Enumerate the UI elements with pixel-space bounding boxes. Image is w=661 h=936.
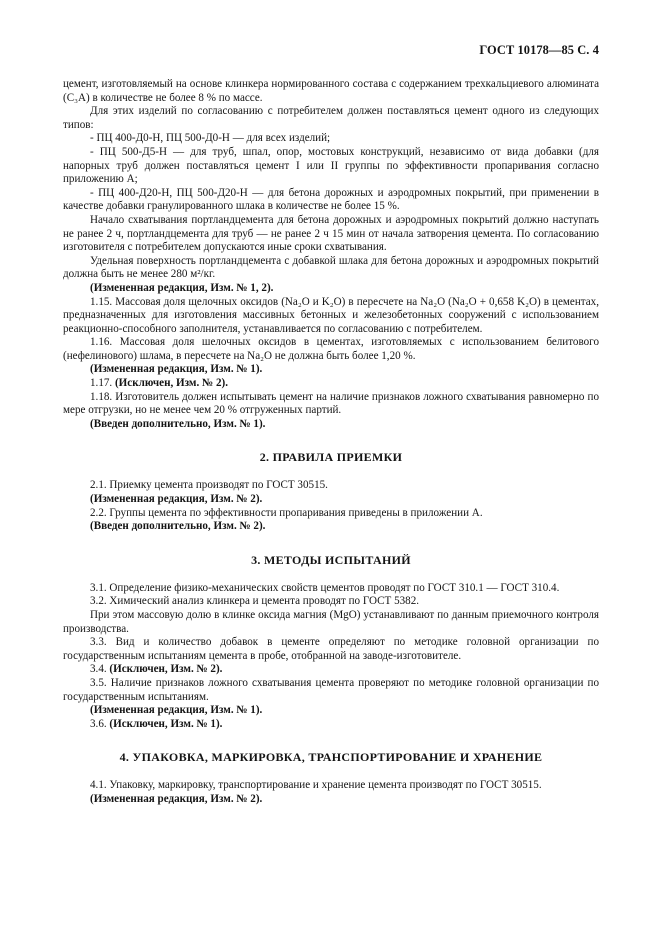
clause-1-18: 1.18. Изготовитель должен испытывать цемент на наличие признаков ложного схватывания равномерно по мере отгрузки, но не менее чем 20 % отгруженных партий. (63, 390, 599, 417)
clause-2-1: 2.1. Приемку цемента производят по ГОСТ 30515. (90, 479, 328, 492)
section-heading-3: 3. МЕТОДЫ ИСПЫТАНИЙ (251, 552, 411, 567)
amendment-note: (Введен дополнительно, Изм. № 2). (90, 520, 266, 533)
amendment-note: (Измененная редакция, Изм. № 2). (90, 493, 263, 506)
list-item: - ПЦ 500-Д5-Н — для труб, шпал, опор, мостовых конструкций, независимо от вида добавки (для напорных труб должен поставляться цемент I или II группы по эффективности пропаривания согласно приложению А; (63, 145, 599, 186)
clause-number: 1.17. (90, 377, 115, 390)
paragraph: При этом массовую долю в клинке оксида магния (MgO) устанавливают по данным приемочного контроля производства. (63, 609, 599, 635)
clause-1-16: 1.16. Массовая доля шелочных оксидов в цементах, изготовляемых с использованием белитового (нефелинового) шлама, в пересчете на Na₂O не должна быть более 1,20 %. (63, 336, 599, 362)
amendment-note: (Измененная редакция, Изм. № 1). (90, 704, 263, 717)
amendment-note: (Исключен, Изм. № 2). (109, 663, 223, 676)
clause-3-5: 3.5. Наличие признаков ложного схватывания цемента проверяют по методике головной организации по государственным испытаниям. (63, 676, 599, 703)
clause-3-4 (63, 663, 599, 677)
list-item: - ПЦ 400-Д0-Н, ПЦ 500-Д0-Н — для всех изделий; (90, 132, 331, 145)
amendment-note: (Измененная редакция, Изм. № 1, 2). (90, 281, 274, 294)
amendment-note: (Введен дополнительно, Изм. № 1). (90, 417, 266, 430)
clause-3-6 (63, 718, 599, 732)
clause-number: 3.4. (90, 663, 110, 676)
clause-2-2: 2.2. Группы цемента по эффективности пропаривания приведены в приложении А. (90, 506, 483, 519)
clause-3-2: 3.2. Химический анализ клинкера и цемента проводят по ГОСТ 5382. (90, 595, 420, 608)
paragraph: Удельная поверхность портландцемента с добавкой шлака для бетона дорожных и аэродромных покрытий должна быть не менее 280 м²/кг. (63, 254, 599, 281)
clause-3-1: 3.1. Определение физико-механических свойств цементов проводят по ГОСТ 310.1 — ГОСТ 310.4. (90, 581, 560, 594)
amendment-note: (Исключен, Изм. № 1). (109, 717, 223, 730)
amendment-note: (Измененная редакция, Изм. № 2). (90, 792, 263, 805)
clause-number: 3.6. (90, 717, 110, 730)
amendment-note: (Измененная редакция, Изм. № 1). (90, 363, 263, 376)
list-item: - ПЦ 400-Д20-Н, ПЦ 500-Д20-Н — для бетона дорожных и аэродромных покрытий, при применении в качестве добавки гранулированного шлака в количестве не более 15 %. (63, 186, 599, 213)
clause-4-1: 4.1. Упаковку, маркировку, транспортирование и хранение цемента производят по ГОСТ 30515. (90, 779, 542, 792)
paragraph: Для этих изделий по согласованию с потребителем должен поставляться цемент одного из следующих типов: (63, 105, 599, 131)
section-heading-2: 2. ПРАВИЛА ПРИЕМКИ (259, 450, 403, 465)
clause-1-17 (63, 377, 599, 391)
document-body (63, 78, 599, 807)
paragraph: Начало схватывания портландцемента для бетона дорожных и аэродромных покрытий должно наступать не ранее 2 ч, портландцемента для труб — не ранее 2 ч 15 мин от начала затворения цемента. По согласованию изготовителя с потребителем допускаются иные сроки схватывания. (63, 213, 599, 254)
clause-1-15: 1.15. Массовая доля щелочных оксидов (Na₂O и K₂O) в пересчете на Na₂O (Na₂O + 0,658 K₂O) в цементах, предназначенных для изготовления массивных бетонных и железобетонных сооружений с использованием реакционно-способного заполнителя, устанавливается по согласованию с потребителем. (63, 295, 599, 335)
section-heading-4: 4. УПАКОВКА, МАРКИРОВКА, ТРАНСПОРТИРОВАНИЕ И ХРАНЕНИЕ (119, 750, 543, 765)
clause-3-3: 3.3. Вид и количество добавок в цементе определяют по методике головной организации по государственным испытаниям цемента в пробе, отобранной на заводе-изготовителе. (63, 636, 599, 662)
paragraph: цемент, изготовляемый на основе клинкера нормированного состава с содержанием трехкальциевого алюмината (C₃A) в количестве не более 8 % по массе. (63, 78, 599, 104)
page-header: ГОСТ 10178—85 С. 4 (479, 43, 599, 57)
amendment-note: (Исключен, Изм. № 2). (114, 377, 228, 390)
